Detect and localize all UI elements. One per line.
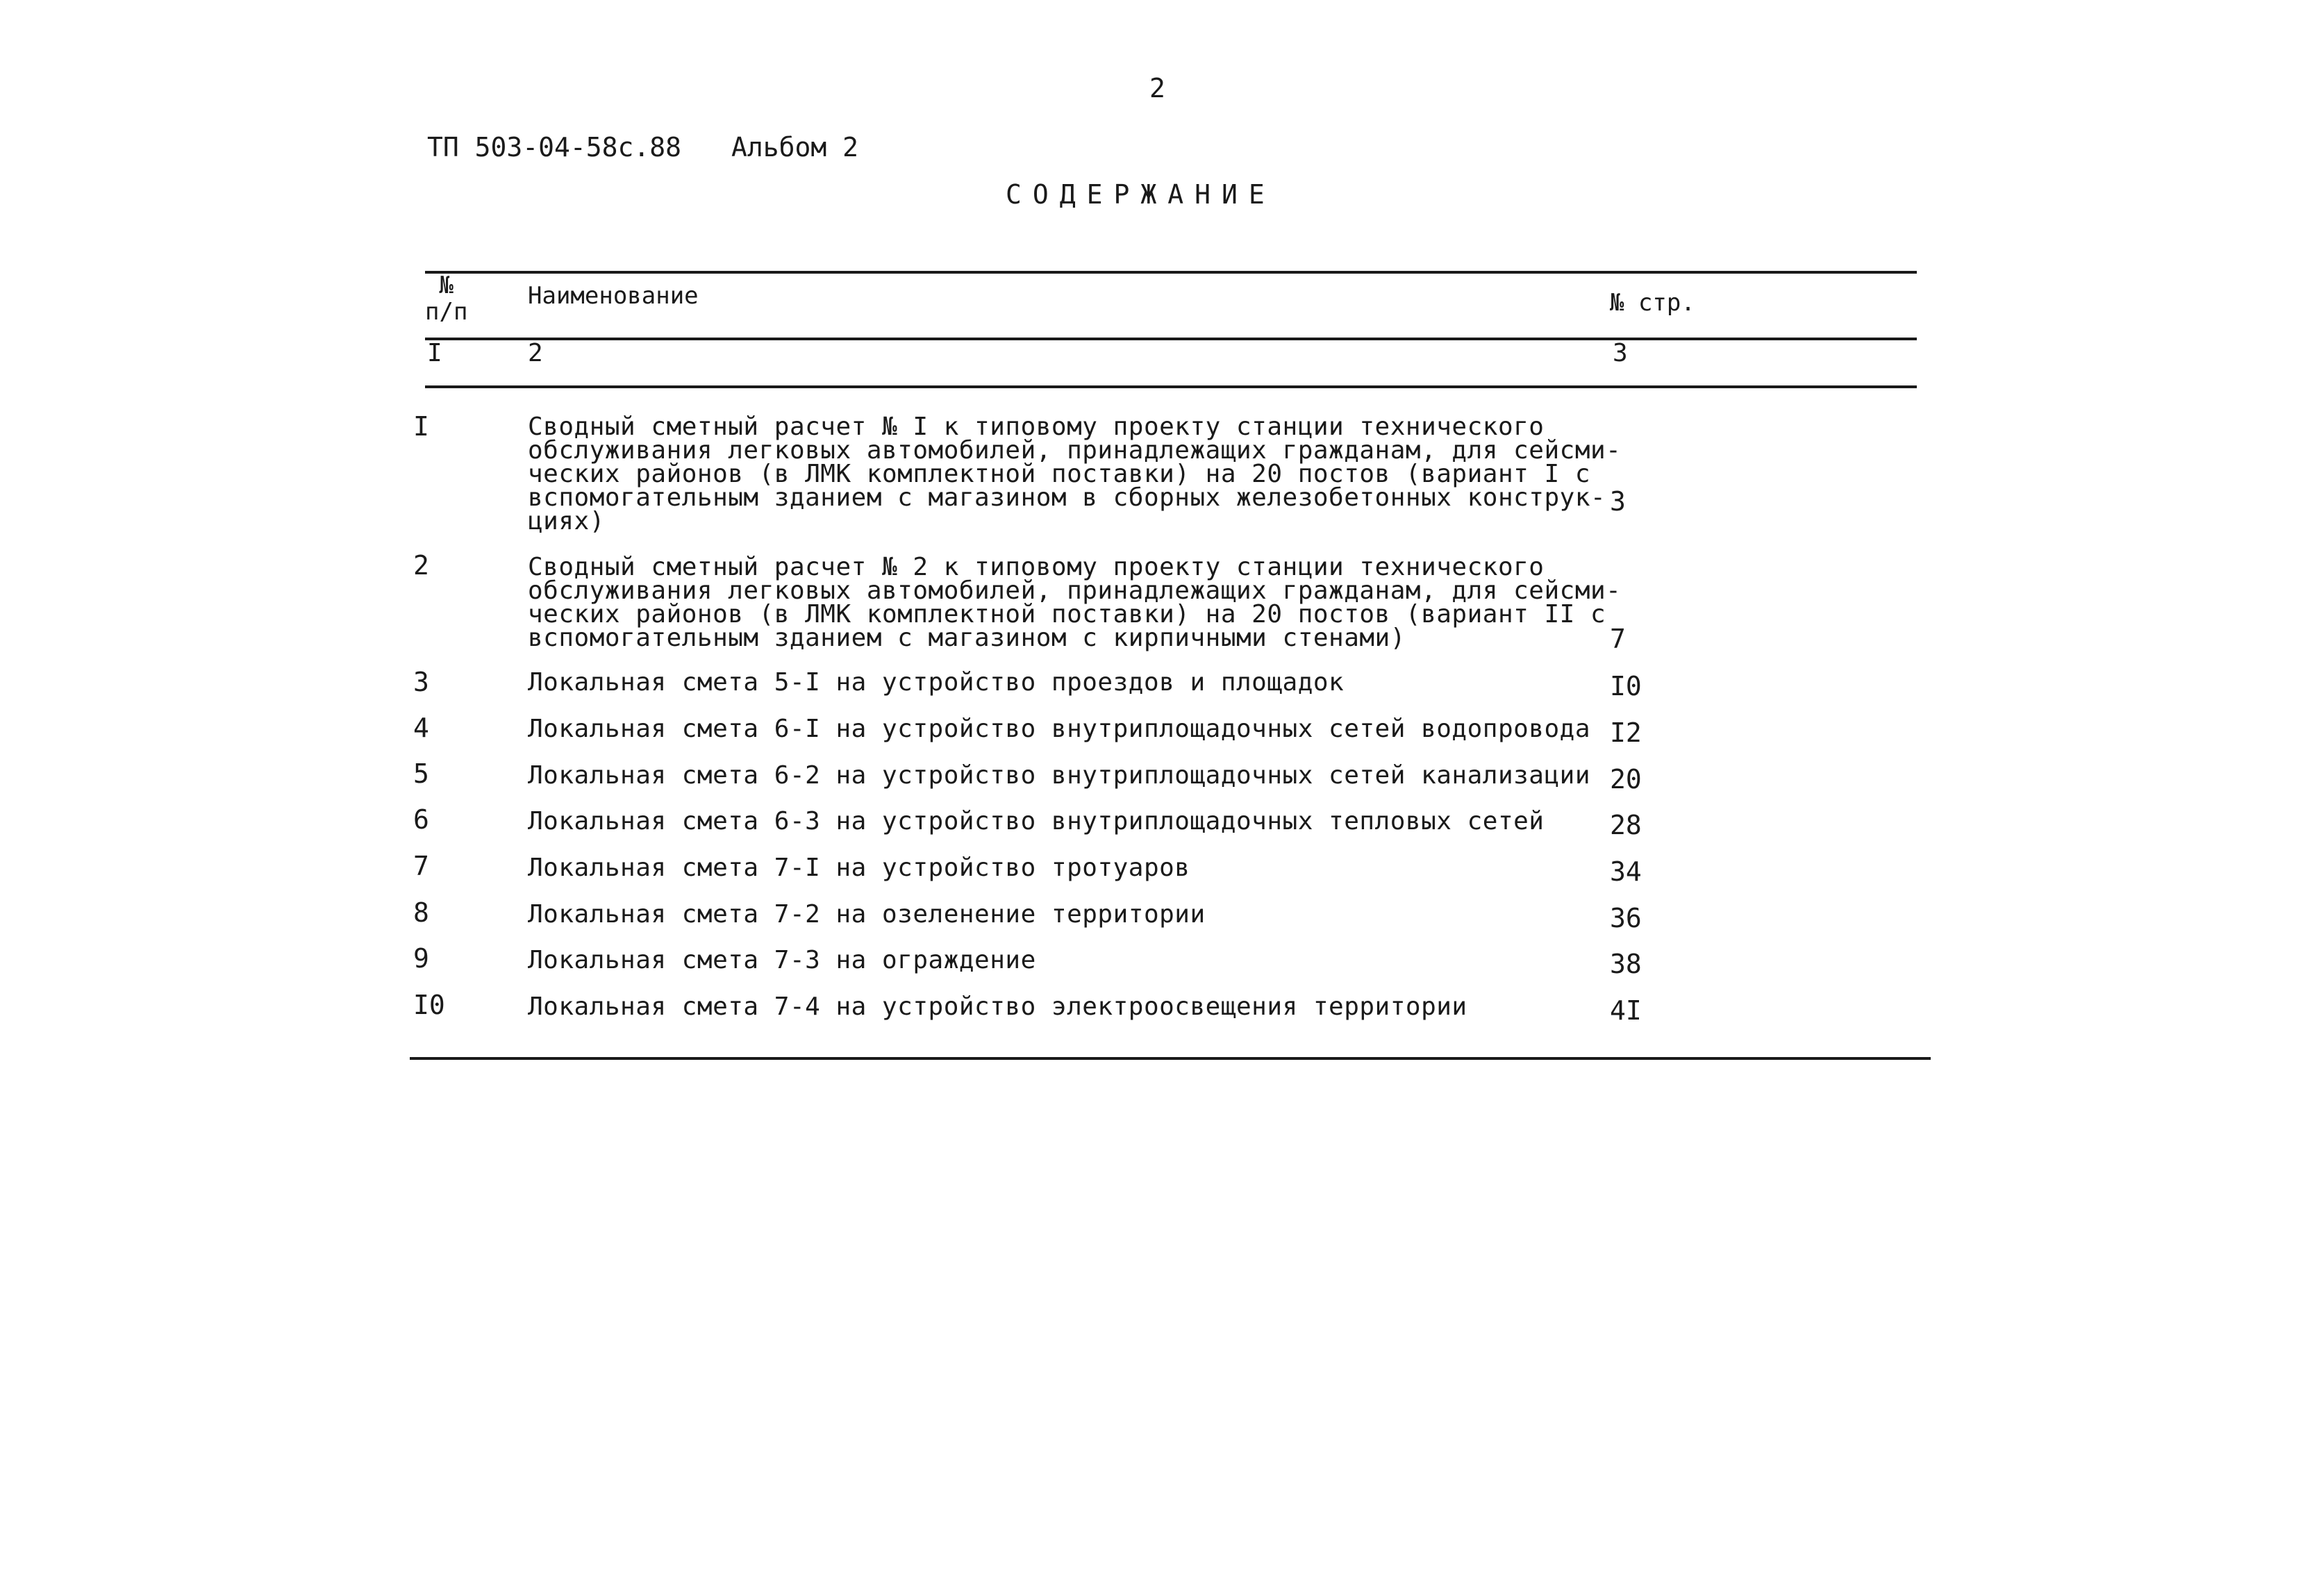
row-page: I2 <box>1610 717 1642 748</box>
row-page: I0 <box>1610 671 1642 701</box>
column-number-2: 2 <box>528 339 543 367</box>
row-number: 2 <box>413 550 429 581</box>
header-name: Наименование <box>528 282 699 310</box>
row-number: 7 <box>413 851 429 881</box>
table-top-rule <box>425 271 1917 274</box>
album-label: Альбом 2 <box>731 132 859 163</box>
page-title: СОДЕРЖАНИЕ <box>1006 179 1276 210</box>
row-title: Локальная смета 6-2 на устройство внутриплощадочных сетей канализации <box>528 761 1590 790</box>
row-title: Локальная смета 7-3 на ограждение <box>528 946 1036 974</box>
row-title: Локальная смета 5-I на устройство проездов и площадок <box>528 668 1345 697</box>
row-page: 3 <box>1610 486 1626 517</box>
column-number-1: I <box>427 339 442 367</box>
row-page: 7 <box>1610 624 1626 654</box>
row-number: I0 <box>413 990 445 1020</box>
header-bottom-rule <box>425 338 1917 340</box>
header-page: № стр. <box>1610 289 1695 317</box>
row-number: 8 <box>413 897 429 928</box>
row-number: 6 <box>413 804 429 835</box>
row-number: 3 <box>413 667 429 697</box>
page-number: 2 <box>1149 73 1165 103</box>
column-numbers-rule <box>425 385 1917 388</box>
row-page: 38 <box>1610 949 1642 979</box>
row-number: 4 <box>413 713 429 743</box>
row-number: 9 <box>413 943 429 974</box>
row-title: Сводный сметный расчет № I к типовому проекту станции технического обслуживания легковых автомобилей, принадлежащих гражданам, для сейсми- ческих районов (в ЛМК комплектной поставки) на 20 постов (вариант I с вспомогательным зданием с магазином в сборных железобетонных конструк- циях) <box>528 413 1622 535</box>
row-page: 28 <box>1610 810 1642 840</box>
row-title: Локальная смета 6-I на устройство внутриплощадочных сетей водопровода <box>528 715 1590 743</box>
row-number: 5 <box>413 758 429 789</box>
row-title: Локальная смета 7-4 на устройство электроосвещения территории <box>528 992 1467 1021</box>
row-page: 34 <box>1610 856 1642 887</box>
row-title: Локальная смета 6-3 на устройство внутриплощадочных тепловых сетей <box>528 807 1545 836</box>
column-number-3: 3 <box>1613 339 1628 367</box>
row-number: I <box>413 411 429 442</box>
row-page: 36 <box>1610 903 1642 933</box>
table-bottom-rule <box>410 1057 1931 1060</box>
document-code: ТП 503-04-58с.88 <box>427 132 682 163</box>
header-number <box>425 272 467 325</box>
row-page: 20 <box>1610 764 1642 795</box>
row-title: Локальная смета 7-I на устройство тротуаров <box>528 854 1190 882</box>
row-page: 4I <box>1610 995 1642 1026</box>
row-title: Локальная смета 7-2 на озеленение территории <box>528 900 1206 929</box>
header-number-symbol: № <box>439 272 454 299</box>
header-number-abbr: п/п <box>425 298 468 326</box>
row-title: Сводный сметный расчет № 2 к типовому проекту станции технического обслуживания легковых автомобилей, принадлежащих гражданам, для сейсми- ческих районов (в ЛМК комплектной поставки) на 20 постов (вариант II с вспомогательным зданием с магазином с кирпичными стенами) <box>528 553 1622 652</box>
